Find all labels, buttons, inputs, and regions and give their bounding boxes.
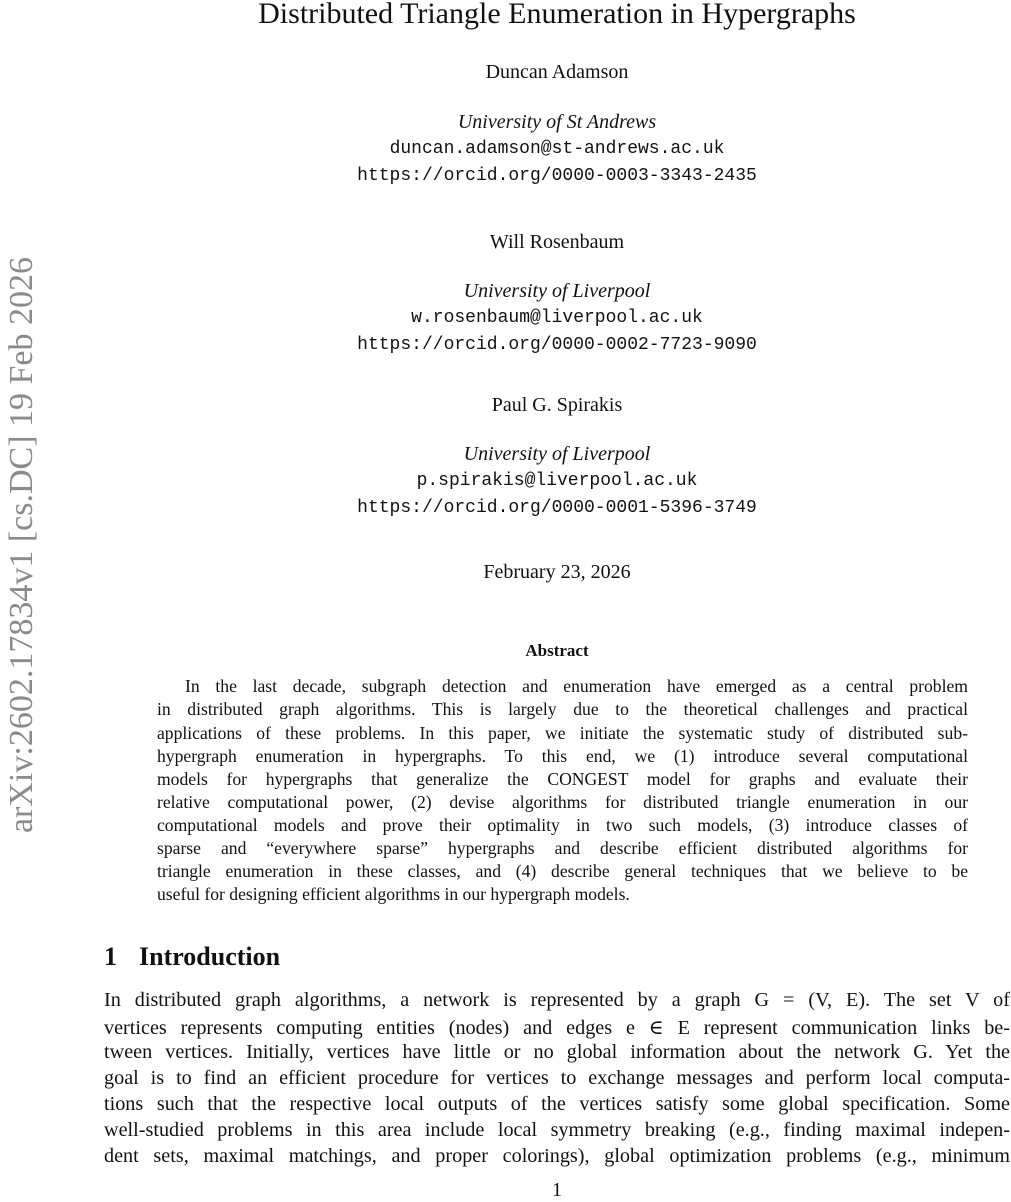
abstract-line: sparse and “everywhere sparse” hypergraphs and describe efficient distributed algorithms for <box>157 838 968 858</box>
intro-line: dent sets, maximal matchings, and proper colorings), global optimization problems (e.g., minimum <box>104 1145 1010 1167</box>
intro-line: goal is to find an efficient procedure for vertices to exchange messages and perform local computa- <box>104 1067 1010 1089</box>
intro-line: vertices represents computing entities (nodes) and edges e ∈ E represent communication links be- <box>104 1017 1010 1039</box>
section-title: Introduction <box>139 942 281 971</box>
abstract-line: triangle enumeration in these classes, and (4) describe general techniques that we believe to be <box>157 861 968 881</box>
abstract-line: In the last decade, subgraph detection and enumeration have emerged as a central problem <box>185 676 968 696</box>
section-heading <box>104 942 302 972</box>
paper-title: Distributed Triangle Enumeration in Hypergraphs <box>258 0 856 30</box>
author-email[interactable]: p.spirakis@liverpool.ac.uk <box>416 471 698 491</box>
abstract-line: relative computational power, (2) devise algorithms for distributed triangle enumeration in our <box>157 792 968 812</box>
intro-line: tions such that the respective local outputs of the vertices satisfy some global specification. Some <box>104 1093 1010 1115</box>
intro-line: well-studied problems in this area include local symmetry breaking (e.g., finding maximal indepen- <box>104 1119 1010 1141</box>
author-name: Paul G. Spirakis <box>491 394 623 416</box>
author-email[interactable]: w.rosenbaum@liverpool.ac.uk <box>411 308 703 328</box>
abstract-line: applications of these problems. In this paper, we initiate the systematic study of distributed sub- <box>157 723 968 743</box>
abstract-line: useful for designing efficient algorithms in our hypergraph models. <box>157 884 630 904</box>
abstract-line: hypergraph enumeration in hypergraphs. To this end, we (1) introduce several computational <box>157 746 968 766</box>
intro-line: In distributed graph algorithms, a network is represented by a graph G = (V, E). The set V of <box>104 989 1010 1011</box>
author-affiliation: University of St Andrews <box>457 111 657 133</box>
page-number: 1 <box>552 1179 562 1201</box>
abstract-line: in distributed graph algorithms. This is largely due to the theoretical challenges and practical <box>157 699 968 719</box>
arxiv-identifier: arXiv:2602.17834v1 [cs.DC] 19 Feb 2026 <box>3 256 40 834</box>
author-orcid[interactable]: https://orcid.org/0000-0003-3343-2435 <box>357 166 757 186</box>
paper-date: February 23, 2026 <box>483 561 631 583</box>
author-name: Duncan Adamson <box>485 61 629 83</box>
intro-line: tween vertices. Initially, vertices have little or no global information about the network G. Yet the <box>104 1041 1010 1063</box>
section-number: 1 <box>104 942 117 971</box>
author-name: Will Rosenbaum <box>489 231 625 253</box>
abstract-line: computational models and prove their optimality in two such models, (3) introduce classes of <box>157 815 968 835</box>
abstract-line: models for hypergraphs that generalize the CONGEST model for graphs and evaluate their <box>157 769 968 789</box>
author-affiliation: University of Liverpool <box>463 443 651 465</box>
author-orcid[interactable]: https://orcid.org/0000-0002-7723-9090 <box>357 335 757 355</box>
author-affiliation: University of Liverpool <box>463 280 651 302</box>
author-email[interactable]: duncan.adamson@st-andrews.ac.uk <box>389 139 725 159</box>
author-orcid[interactable]: https://orcid.org/0000-0001-5396-3749 <box>357 498 757 518</box>
abstract-heading: Abstract <box>525 641 589 660</box>
